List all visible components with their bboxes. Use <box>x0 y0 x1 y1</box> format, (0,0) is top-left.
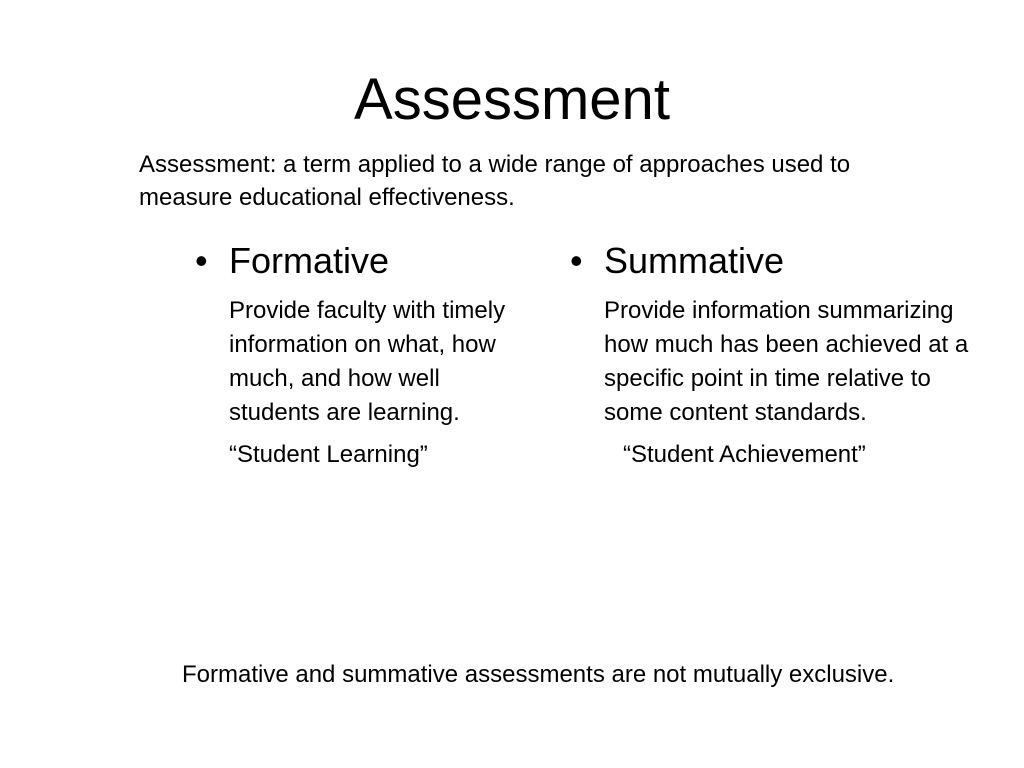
formative-quote: “Student Learning” <box>229 441 428 468</box>
formative-bullet <box>185 238 525 284</box>
summative-column <box>560 238 980 472</box>
definition-text: Assessment: a term applied to a wide range of approaches used to measure educational effectiveness. <box>139 151 851 211</box>
bullet-icon: • <box>195 240 208 281</box>
footnote-text: Formative and summative assessments are not mutually exclusive. <box>182 661 895 688</box>
formative-column <box>185 238 525 472</box>
formative-description: Provide faculty with timely information on what, how much, and how well students are learning. <box>229 297 506 426</box>
bullet-icon: • <box>570 240 583 281</box>
summative-heading: Summative <box>604 240 785 281</box>
slide-title: Assessment <box>354 67 670 132</box>
summative-quote: “Student Achievement” <box>623 441 866 468</box>
formative-heading: Formative <box>229 240 390 281</box>
summative-bullet <box>560 238 980 284</box>
summative-description: Provide information summarizing how much has been achieved at a specific point in time relative to some content standards. <box>604 297 969 426</box>
